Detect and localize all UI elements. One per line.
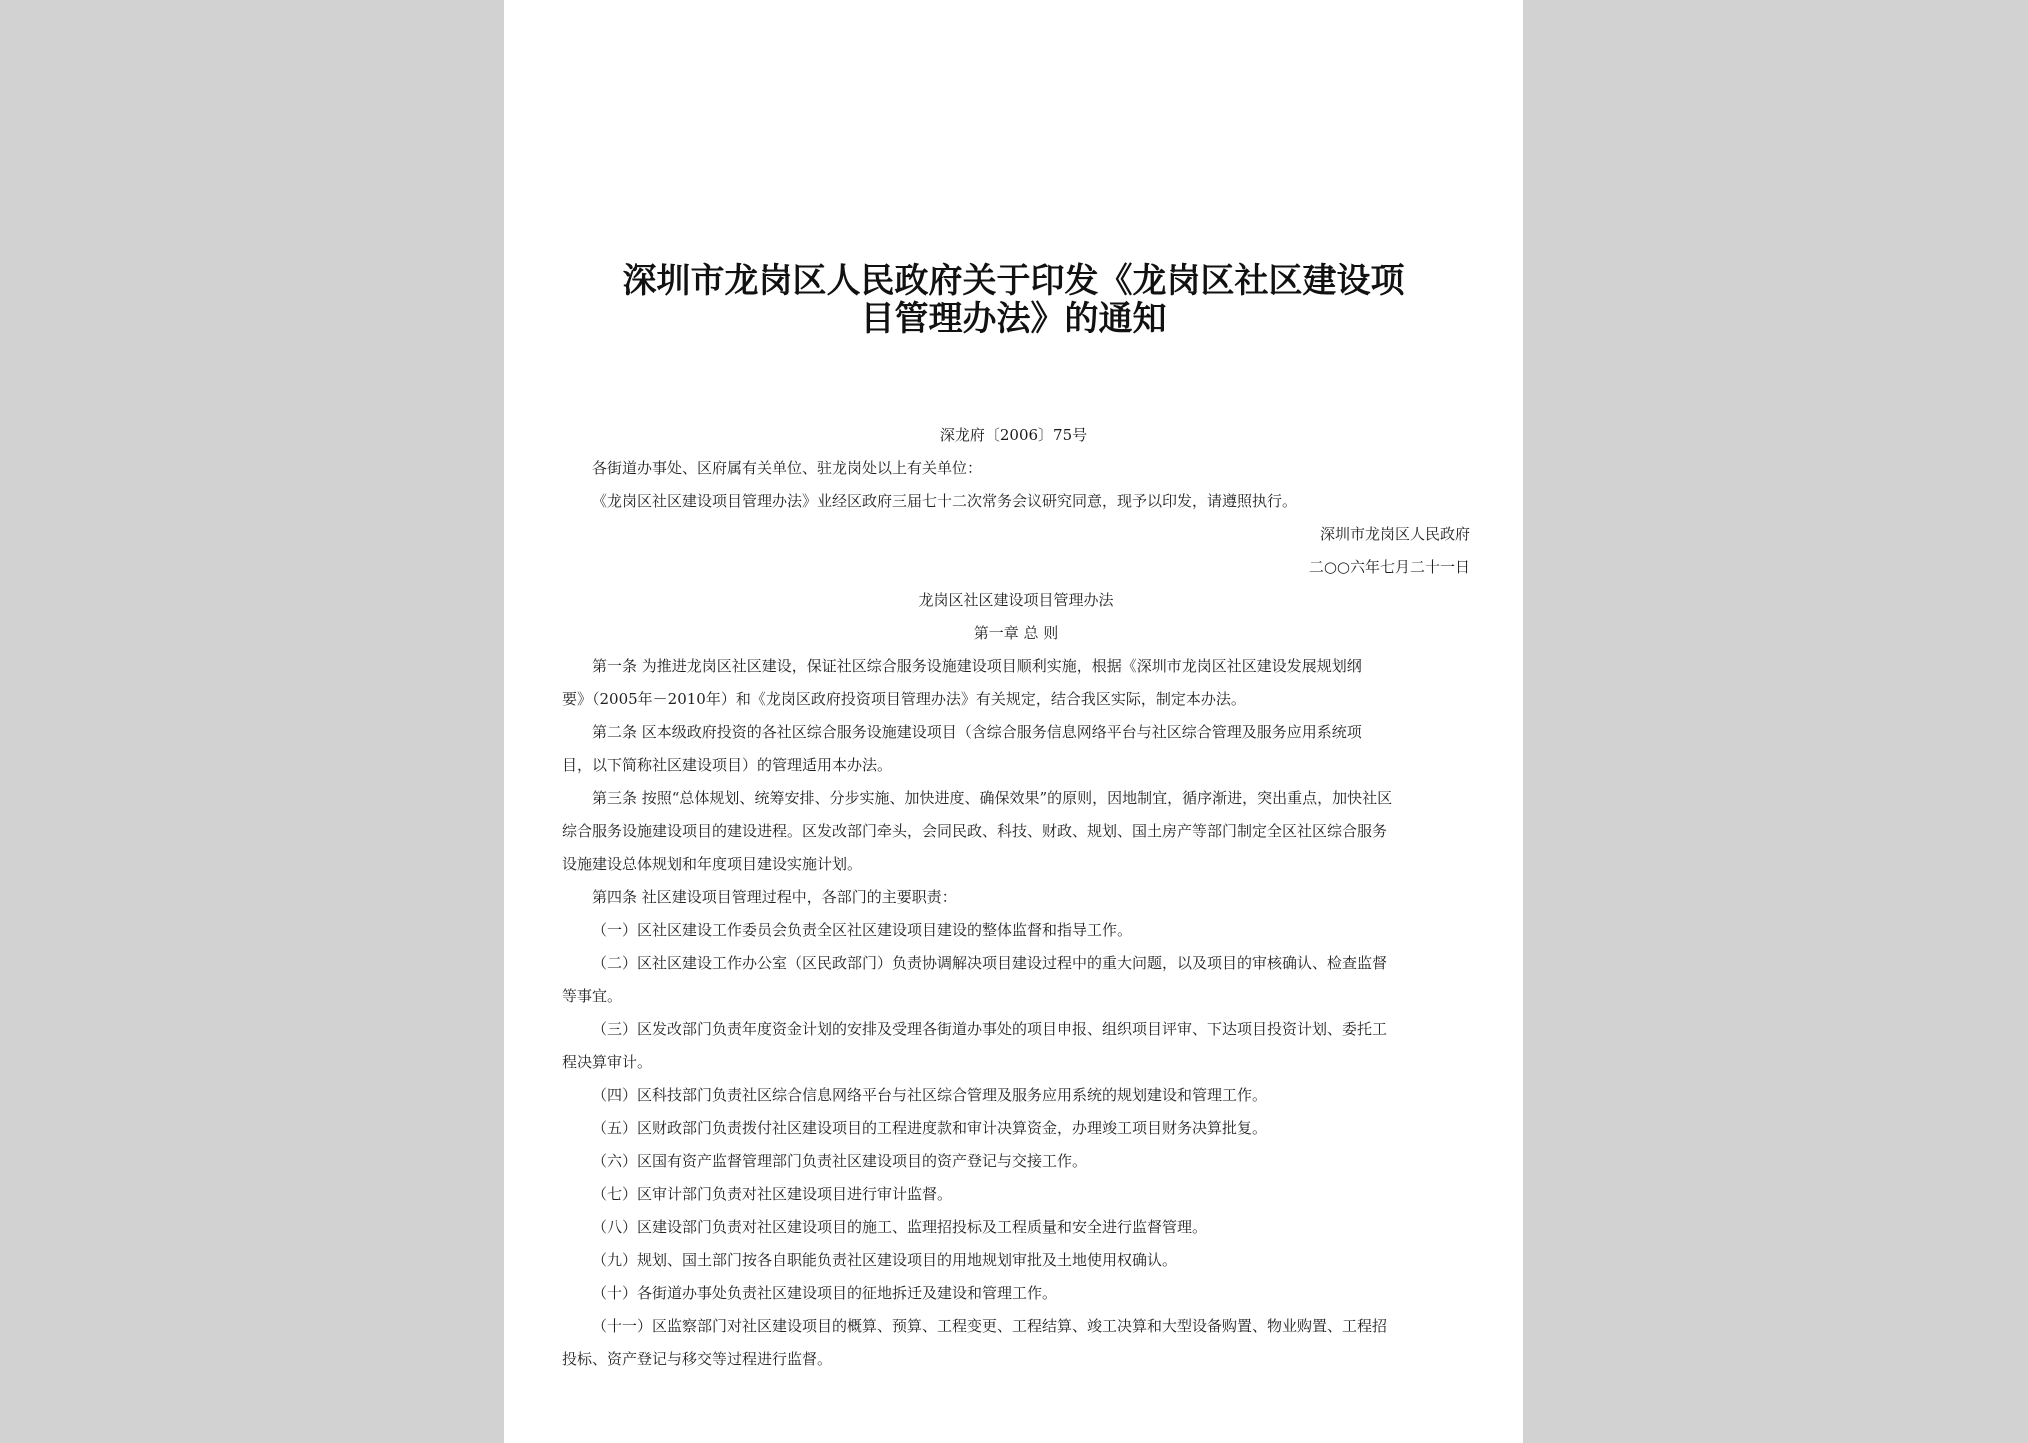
title-line-1: 深圳市龙岗区人民政府关于印发《龙岗区社区建设项 [622,261,1405,301]
notice-body: 《龙岗区社区建设项目管理办法》业经区政府三届七十二次常务会议研究同意，现予以印发，请遵照执行。 [592,492,1298,510]
addressee: 各街道办事处、区府属有关单位、驻龙岗处以上有关单位： [592,459,983,477]
duty-item-6: （六）区国有资产监督管理部门负责社区建设项目的资产登记与交接工作。 [592,1152,1088,1170]
title-line-2: 目管理办法》的通知 [860,299,1167,339]
article-2-line-1: 第二条 区本级政府投资的各社区综合服务设施建设项目（含综合服务信息网络平台与社区综合管理及服务应用系统项 [592,723,1362,741]
issuer: 深圳市龙岗区人民政府 [1319,525,1470,543]
duty-item-11-line-2: 投标、资产登记与移交等过程进行监督。 [562,1350,833,1368]
duty-item-2-line-2: 等事宜。 [562,987,623,1005]
duty-item-11-line-1: （十一）区监察部门对社区建设项目的概算、预算、工程变更、工程结算、竣工决算和大型设备购置、物业购置、工程招 [592,1317,1388,1335]
duty-item-7: （七）区审计部门负责对社区建设项目进行审计监督。 [592,1185,953,1203]
document-page [504,0,1523,1443]
document-number: 深龙府〔2006〕75号 [939,426,1088,444]
article-1-line-1: 第一条 为推进龙岗区社区建设，保证社区综合服务设施建设项目顺利实施，根据《深圳市龙岗区社区建设发展规划纲 [592,657,1362,675]
duty-item-8: （八）区建设部门负责对社区建设项目的施工、监理招投标及工程质量和安全进行监督管理。 [592,1218,1208,1236]
article-2-line-2: 目，以下简称社区建设项目）的管理适用本办法。 [562,756,893,774]
article-3-line-2: 综合服务设施建设项目的建设进程。区发改部门牵头，会同民政、科技、财政、规划、国土房产等部门制定全区社区综合服务 [562,822,1388,840]
duty-item-10: （十）各街道办事处负责社区建设项目的征地拆迁及建设和管理工作。 [592,1284,1058,1302]
article-1-line-2: 要》（2005年－2010年）和《龙岗区政府投资项目管理办法》有关规定，结合我区实际，制定本办法。 [562,690,1246,708]
duty-item-3-line-2: 程决算审计。 [562,1053,653,1071]
article-3-line-3: 设施建设总体规划和年度项目建设实施计划。 [562,855,863,873]
article-3-line-1: 第三条 按照“总体规划、统筹安排、分步实施、加快进度、确保效果”的原则，因地制宜，循序渐进，突出重点，加快社区 [592,789,1393,807]
issue-date: 二○○六年七月二十一日 [1308,558,1470,576]
article-4: 第四条 社区建设项目管理过程中，各部门的主要职责： [592,888,957,906]
document-body [562,452,1470,1376]
measures-title: 龙岗区社区建设项目管理办法 [918,591,1114,609]
duty-item-9: （九）规划、国土部门按各自职能负责社区建设项目的用地规划审批及土地使用权确认。 [592,1251,1178,1269]
duty-item-5: （五）区财政部门负责拨付社区建设项目的工程进度款和审计决算资金，办理竣工项目财务决算批复。 [592,1119,1268,1137]
document-title [594,262,1433,338]
duty-item-4: （四）区科技部门负责社区综合信息网络平台与社区综合管理及服务应用系统的规划建设和管理工作。 [592,1086,1268,1104]
duty-item-3-line-1: （三）区发改部门负责年度资金计划的安排及受理各街道办事处的项目申报、组织项目评审、下达项目投资计划、委托工 [592,1020,1388,1038]
duty-item-1: （一）区社区建设工作委员会负责全区社区建设项目建设的整体监督和指导工作。 [592,921,1133,939]
duty-item-2-line-1: （二）区社区建设工作办公室（区民政部门）负责协调解决项目建设过程中的重大问题，以及项目的审核确认、检查监督 [592,954,1388,972]
chapter-title: 第一章 总 则 [973,624,1059,642]
